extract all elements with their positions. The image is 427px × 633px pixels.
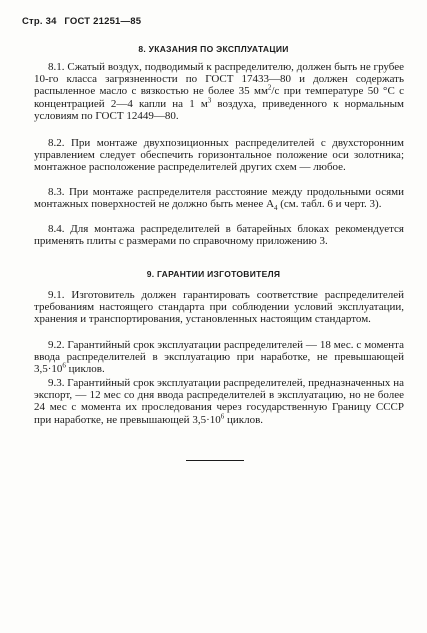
section-8-title: 8. УКАЗАНИЯ ПО ЭКСПЛУАТАЦИИ [138,44,289,54]
end-rule-divider [186,460,244,461]
paragraph-9-3: 9.3. Гарантийный срок эксплуатации распределителей, предназначенных на экспорт, — 12 мес со дня ввода распределителей в эксплуатацию, но не более 24 мес с момента их проследования через государственную Границу СССР при наработке, не превышающей $3,5\cdot 10^6$ циклов. [34,377,404,426]
paragraph-9-1: 9.1. Изготовитель должен гарантировать соответствие распределителей требованиям настоящего стандарта при соблюдении условий эксплуатации, хранения и транспортирования, установленных настоящим стандартом. [34,289,404,326]
section-9-title: 9. ГАРАНТИИ ИЗГОТОВИТЕЛЯ [146,269,281,279]
paragraph-8-1: 8.1. Сжатый воздух, подводимый к распределителю, должен быть не грубее 10-го класса загрязненности по ГОСТ 17433—80 и должен содержать распыленное масло с вязкостью не более 35 $мм^2/с$ при температуре 50 °С с концентрацией 2—4 капли на 1 $м^3$ воздуха, приведенного к нормальным условиям по ГОСТ 12449—80. [34,61,404,122]
paragraph-8-2: 8.2. При монтаже двухпозиционных распределителей с двухсторонним управлением следует обеспечить горизонтальное положение оси золотника; монтажное расположение распределителей других схем — любое. [34,137,404,174]
paragraph-8-4: 8.4. Для монтажа распределителей в батарейных блоках рекомендуется применять плиты с размерами по справочному приложению 3. [34,223,404,248]
paragraph-9-2: 9.2. Гарантийный срок эксплуатации распределителей — 18 мес. с момента ввода распределителей в эксплуатацию при наработке, не превышающей $3,5\cdot 10^6$ циклов. [34,339,404,376]
paragraph-8-3: 8.3. При монтаже распределителя расстояние между продольными осями монтажных поверхностей не должно быть менее $А_4$ (см. табл. 6 и черт. 3). [34,186,404,213]
standard-number: ГОСТ 21251—85 [64,16,142,27]
page-header [22,16,146,27]
page-number: Стр. 34 [22,16,57,27]
